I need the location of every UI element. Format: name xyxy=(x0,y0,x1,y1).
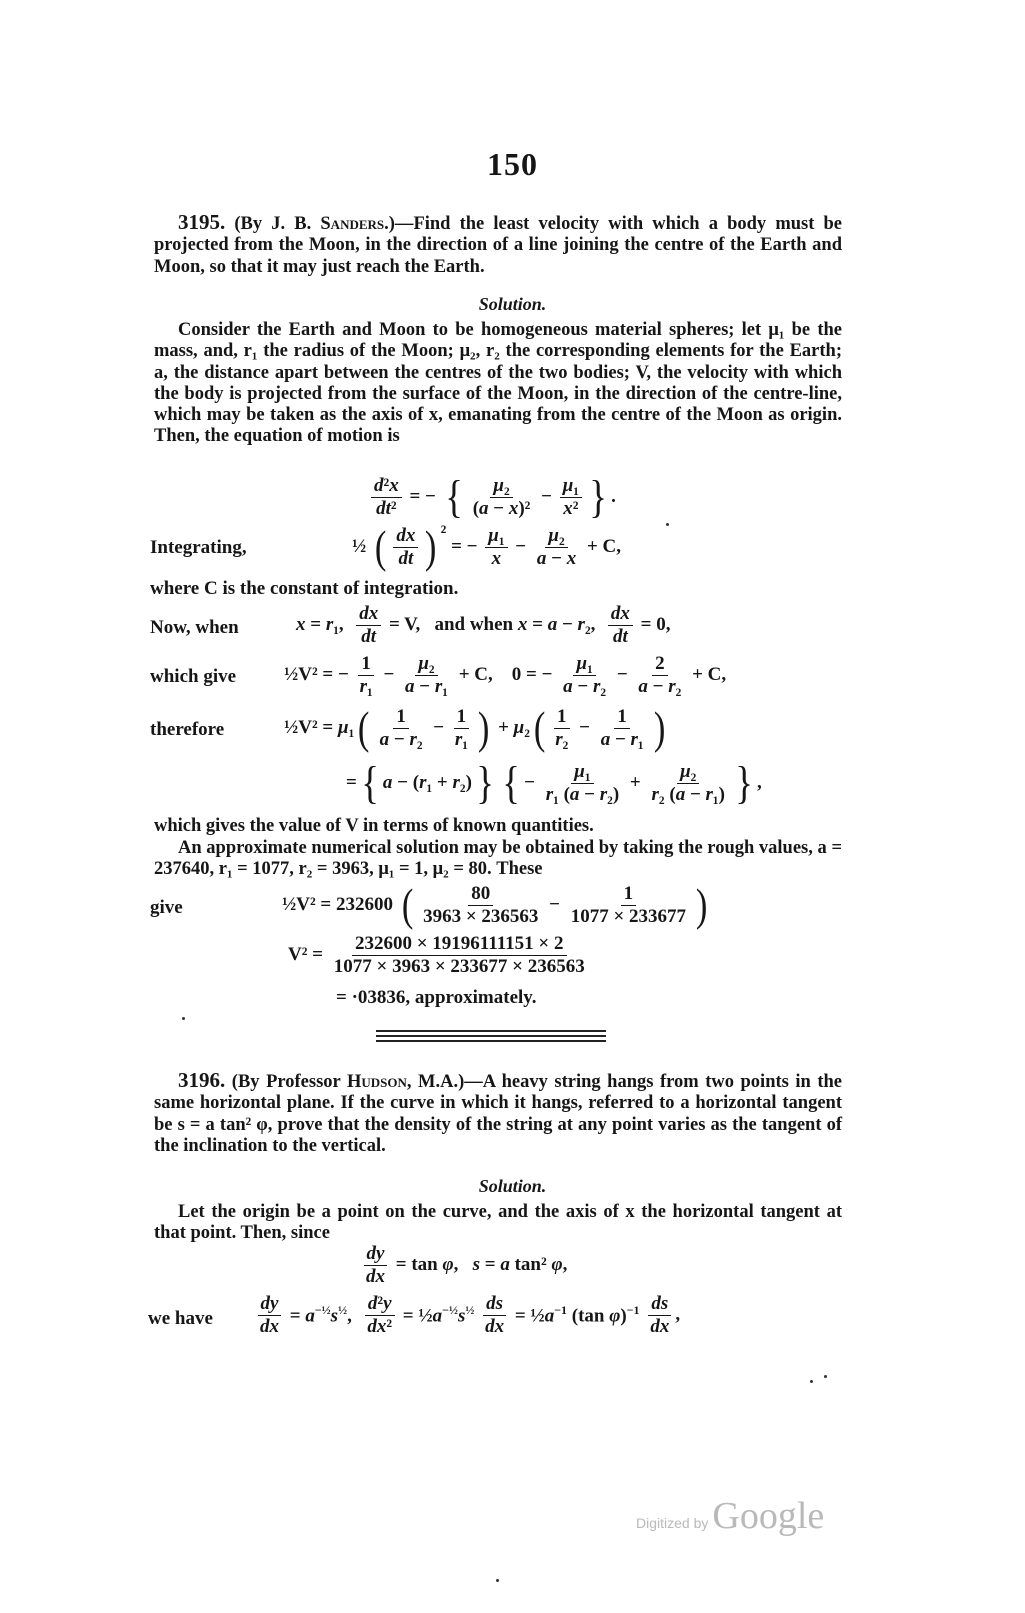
therefore-label: therefore xyxy=(150,719,225,740)
boundary-conditions: x = r₁, $\frac{dx}{dt}$ = V, and when x = a − r₂, $\frac{dx}{dt}$ = 0, xyxy=(296,603,671,647)
which-give-label: which give xyxy=(150,666,237,687)
author-suffix: .)— xyxy=(384,214,414,234)
author-prefix: (By J. B. xyxy=(234,214,321,234)
integrating-label: Integrating, xyxy=(150,537,247,558)
given-relations: $\frac{dy}{dx}$ = tan φ, s = a tan² φ, xyxy=(360,1244,567,1287)
section-separator xyxy=(376,1030,606,1045)
scan-speck xyxy=(810,1380,813,1383)
problem-text: A heavy string hangs from two points in the same horizontal plane. If the curve in which it hangs, referred to a horizontal tangent be s = a tan² φ, prove that the density of the string at any point varies as the tangent of the inclination to the vertical. xyxy=(154,1072,842,1156)
derivative-relations: $\frac{dy}{dx}$ = $a^{-\frac{1}{2}}s^{\frac{1}{2}}$, $\frac{\text{d²y}}{\text{dx²}}$ = $\frac{1}{2}a^{-\frac{1}{2}}s^{\frac{1}{2}}$ $\frac{ds}{dx}$ = $\frac{1}{2}a^{-1}$ (tan φ)$^{-1}$ $\frac{ds}{dx}$ , xyxy=(254,1294,680,1337)
author-name: Sanders xyxy=(320,214,385,234)
solution-heading: Solution. xyxy=(478,294,547,314)
solution-heading: Solution. xyxy=(478,1176,547,1196)
equation-of-motion: $\frac{\text{d²x}}{\text{dt²}}$ = − { $\frac{\text{μ₂}}{\text{(a − x)²}}$ − $\frac{\text{μ₁}}{\text{x²}}$ } . xyxy=(368,474,616,520)
google-logo: Google xyxy=(712,1495,825,1537)
scan-speck xyxy=(666,523,669,526)
digitized-watermark xyxy=(636,1494,824,1538)
constant-text: where C is the constant of integration. xyxy=(150,578,459,599)
problem-text: Find the least velocity with which a body must be projected from the Moon, in the direction of a line joining the centre of the Earth and Moon, so that it may just reach the Earth. xyxy=(154,214,843,277)
numerical-substitution: ½V² = 232600 ( $\frac{80}{3963 \times 236563}$ − $\frac{1}{1077 \times 233677}$ ) xyxy=(282,879,708,930)
problem-3196-statement xyxy=(154,1070,842,1157)
integrated-equation: ½ ( $\frac{dx}{dt}$ ) ² = − $\frac{\text{μ₁}}{x}$ − $\frac{\text{μ₂}}{a - x}$ + C, xyxy=(352,521,622,572)
value-text: which gives the value of V in terms of known quantities. xyxy=(154,816,594,836)
problem-3195-statement xyxy=(154,212,842,278)
problem-number: 3195. xyxy=(178,210,226,234)
solution-text: Let the origin be a point on the curve, and the axis of x the horizontal tangent at that point. Then, since xyxy=(154,1202,842,1244)
author-name: Hudson xyxy=(346,1072,407,1092)
page-number: 150 xyxy=(487,146,538,182)
we-have-label: we have xyxy=(148,1308,213,1329)
velocity-equation-simplified: = { a − (r₁ + r₂) } { − $\frac{\text{μ₁}}{\text{r₁ (a − r₂)}}$ + $\frac{\text{μ₂}}{\text{r₂ (a − r₁)}}$ } , xyxy=(346,757,762,808)
author-suffix: , M.A.)— xyxy=(406,1072,483,1092)
digitized-by-text: Digitized by xyxy=(636,1515,709,1531)
author-prefix: (By Professor xyxy=(231,1072,347,1092)
approx-text: An approximate numerical solution may be obtained by taking the rough values, a = 237640, r₁ = 1077, r₂ = 3963, μ₁ = 1, μ₂ = 80. These xyxy=(154,838,842,880)
scan-speck xyxy=(824,1375,827,1378)
problem-number: 3196. xyxy=(178,1068,226,1092)
velocity-squared: V² = $\frac{232600 \times 19196111151 \times 2}{1077 \times 3963 \times 233677 \times 236563}$ xyxy=(288,933,585,977)
conditions-equations: ½V² = − $\frac{1}{\text{r₁}}$ − $\frac{\text{μ₂}}{\text{a − r₁}}$ + C, 0 = − $\frac{\text{μ₁}}{\text{a − r₂}}$ − $\frac{2}{\text{a − r₂}}$ + C, xyxy=(284,653,727,697)
velocity-equation: ½V² = μ₁ ( $\frac{1}{\text{a − r₂}}$ − $\frac{1}{\text{r₁}}$ ) + μ₂ ( $\frac{1}{\text{r₂}}$ − $\frac{1}{\text{a − r₁}}$ ) xyxy=(284,702,666,753)
solution-text: Consider the Earth and Moon to be homogeneous material spheres; let μ₁ be the mass, and, r₁ the radius of the Moon; μ₂, r₂ the corresponding elements for the Earth; a, the distance apart between the centres of the two bodies; V, the velocity with which the body is projected from the surface of the Moon, in the direction of the centre-line, which may be taken as the axis of x, emanating from the centre of the Moon as origin. Then, the equation of motion is xyxy=(154,320,842,447)
scan-speck xyxy=(496,1579,499,1582)
scan-speck xyxy=(182,1017,185,1020)
result-text: = ·03836, approximately. xyxy=(336,987,537,1008)
give-label: give xyxy=(150,897,183,918)
now-when-label: Now, when xyxy=(150,617,239,638)
